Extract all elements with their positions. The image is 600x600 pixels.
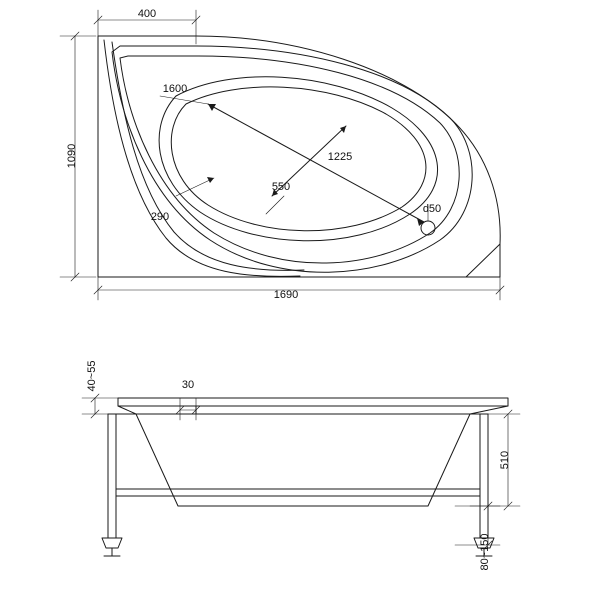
dim-label-30: 30	[181, 379, 195, 391]
dim-label-d50: d50	[422, 203, 442, 215]
tub-bowl-inner	[171, 87, 426, 231]
dim-550-line	[266, 196, 284, 214]
tub-back-slope	[104, 40, 300, 276]
dim-1600-line	[160, 96, 424, 226]
tub-rim-right-edge	[470, 406, 508, 414]
tub-body-front	[136, 414, 470, 506]
dim-label-1090: 1090	[66, 143, 78, 169]
dim-label-80-150: 80~150	[479, 533, 491, 571]
dim-label-1690: 1690	[273, 289, 299, 301]
dim-290-leader	[176, 177, 214, 196]
dim-label-510: 510	[499, 450, 511, 470]
dim-label-290: 290	[150, 211, 170, 223]
front-view-extension-lines	[82, 394, 520, 549]
drain-circle	[421, 221, 435, 235]
tub-rim-left-edge	[118, 406, 136, 414]
support-frame	[102, 414, 494, 556]
dim-label-550: 550	[271, 181, 291, 193]
dim-label-1225: 1225	[327, 151, 353, 163]
tub-rim-front	[118, 398, 508, 406]
tub-bowl-outline	[159, 77, 437, 241]
dim-label-40-55: 40~55	[86, 360, 98, 392]
dim-label-400: 400	[137, 8, 157, 20]
dim-label-1600: 1600	[162, 83, 188, 95]
tub-corner-chamfer	[466, 244, 500, 277]
